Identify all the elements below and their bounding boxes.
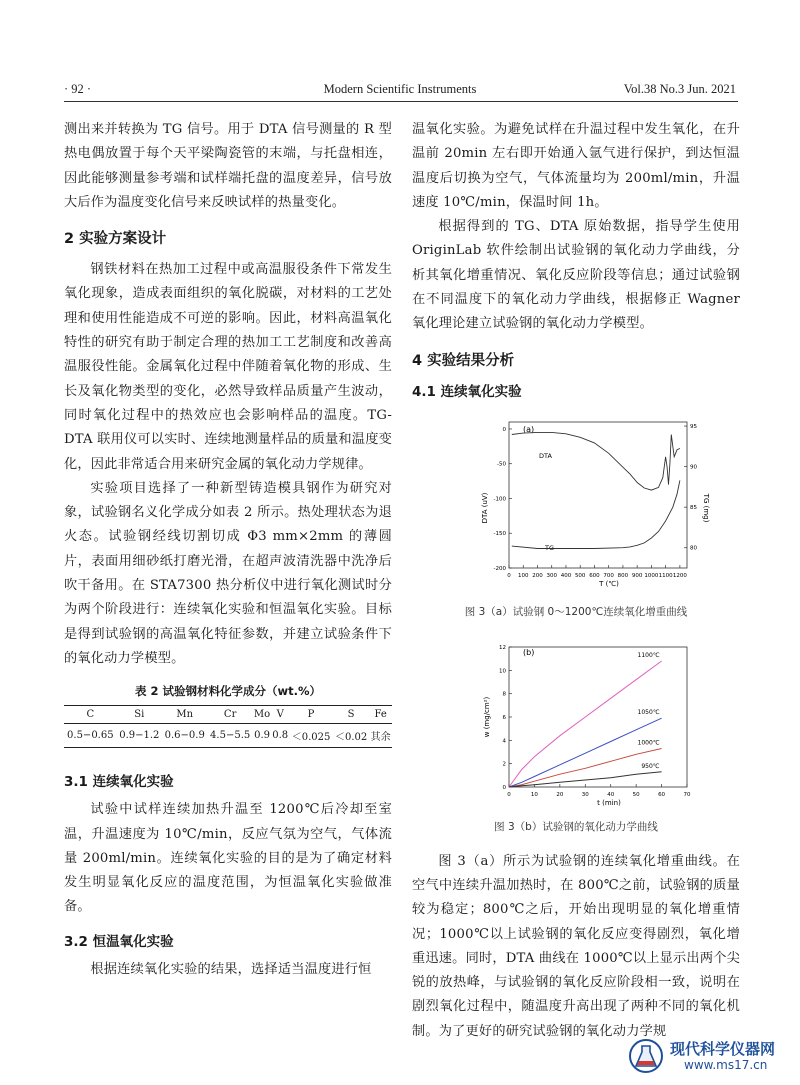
table-header: Fe bbox=[369, 706, 392, 724]
y-tick-label: -100 bbox=[493, 496, 506, 503]
paragraph: 测出来并转换为 TG 信号。用于 DTA 信号测量的 R 型热电偶放置于每个天平梁陶瓷管的末端，与托盘相连，因此能够测量参考端和试样端托盘的温度差异，信号放大后作为温度变化信号来反映试样的热量变化。 bbox=[64, 122, 392, 210]
table-header: Cr bbox=[207, 706, 252, 724]
y2-tick-label: 80 bbox=[690, 545, 697, 552]
paragraph: 根据连续氧化实验的结果，选择适当温度进行恒 bbox=[90, 961, 372, 977]
site-watermark bbox=[628, 1036, 788, 1076]
figure-3b-chart bbox=[441, 639, 711, 809]
table-header: Si bbox=[117, 706, 162, 724]
x-tick-label: 70 bbox=[683, 791, 691, 798]
y-tick-label: -150 bbox=[493, 530, 506, 537]
series-label: 1100℃ bbox=[637, 651, 660, 659]
table-cell: 其余 bbox=[369, 724, 392, 748]
left-column bbox=[64, 118, 392, 982]
subsection-heading: 3.1 连续氧化实验 bbox=[64, 774, 174, 791]
y-tick-label: 10 bbox=[499, 668, 506, 675]
x-tick-label: 300 bbox=[546, 572, 557, 579]
table-header: C bbox=[64, 706, 117, 724]
watermark-text-cn: 现代科学仪器网 bbox=[670, 1040, 776, 1058]
y-tick-label: 8 bbox=[502, 691, 506, 698]
subsection-heading: 4.1 连续氧化实验 bbox=[412, 383, 522, 400]
series-line-tg bbox=[512, 480, 680, 548]
y-tick-label: 12 bbox=[499, 644, 506, 651]
x-tick-label: 40 bbox=[607, 791, 615, 798]
y-tick-label: 6 bbox=[502, 714, 506, 721]
table-header: Mo bbox=[253, 706, 271, 724]
series-line-dta bbox=[512, 432, 680, 490]
paragraph: 根据得到的 TG、DTA 原始数据，指导学生使用 OriginLab 软件绘制出试验钢的氧化动力学曲线，分析其氧化增重情况、氧化反应阶段等信息；通过试验钢在不同温度下的氧化动力学曲线，根据修正 Wagner 氧化理论建立试验钢的氧化动力学模型。 bbox=[412, 219, 740, 332]
section-heading: 4 实验结果分析 bbox=[412, 352, 515, 369]
x-tick-label: 700 bbox=[603, 572, 614, 579]
tg-label: TG bbox=[545, 543, 555, 552]
y2-tick-label: 95 bbox=[690, 423, 697, 430]
x-tick-label: 1200 bbox=[672, 572, 687, 579]
table-caption: 表 2 试验钢材料化学成分（wt.%） bbox=[134, 684, 322, 699]
table-cell: 0.8 bbox=[271, 724, 289, 748]
journal-title: Modern Scientific Instruments bbox=[323, 82, 477, 96]
x-tick-label: 0 bbox=[507, 572, 511, 579]
figure-3a-chart bbox=[441, 412, 711, 590]
x-tick-label: 10 bbox=[530, 791, 538, 798]
x-tick-label: 600 bbox=[589, 572, 600, 579]
figure-3a bbox=[441, 412, 711, 590]
y-tick-label: 0 bbox=[502, 784, 506, 791]
subsection-heading: 3.2 恒温氧化实验 bbox=[64, 933, 174, 950]
y-tick-label: 0 bbox=[502, 426, 506, 433]
paragraph: 温氧化实验。为避免试样在升温过程中发生氧化，在升温前 20min 左右即开始通入氩气进行保护，到达恒温温度后切换为空气，气体流量均为 200ml/min，升温速度 10℃/min，保温时间 1h。 bbox=[412, 122, 740, 210]
header-rule bbox=[64, 101, 738, 102]
x-tick-label: 50 bbox=[632, 791, 640, 798]
right-column bbox=[412, 118, 740, 1044]
figure-3a-caption: 图 3（a）试验钢 0～1200℃连续氧化增重曲线 bbox=[464, 605, 688, 618]
y-axis-label-right: TG (mg) bbox=[702, 493, 710, 522]
plot-frame bbox=[509, 647, 687, 787]
table-header-row bbox=[64, 706, 392, 724]
paragraph: 钢铁材料在热加工过程中或高温服役条件下常发生氧化现象，造成表面组织的氧化脱碳，对材料的工艺处理和使用性能造成不可逆的影响。因此，材料高温氧化特性的研究有助于制定合理的热加工工艺制度和改善高温服役性能。金属氧化过程中伴随着氧化物的形成、生长及氧化物类型的变化，必然导致样品质量产生波动，同时氧化过程中的热效应也会影响样品的温度。TG-DTA 联用仪可以实时、连续地测量样品的质量和温度变化，因此非常适合用来研究金属的氧化动力学规律。 bbox=[64, 262, 392, 472]
table-header: Mn bbox=[162, 706, 207, 724]
x-tick-label: 100 bbox=[517, 572, 529, 579]
table-cell: 0.9−1.2 bbox=[117, 724, 162, 748]
y2-tick-label: 90 bbox=[690, 464, 697, 471]
x-tick-label: 400 bbox=[560, 572, 572, 579]
x-tick-label: 900 bbox=[631, 572, 643, 579]
section-heading: 2 实验方案设计 bbox=[64, 231, 167, 248]
paragraph: 图 3（a）所示为试验钢的连续氧化增重曲线。在空气中连续升温加热时，在 800℃之前，试验钢的质量较为稳定；800℃之后，开始出现明显的氧化增重情况；1000℃以上试验钢的氧化反应变得剧烈，氧化增重迅速。同时，DTA 曲线在 1000℃以上显示出两个尖锐的放热峰，与试验钢的氧化反应阶段相一致，说明在剧烈氧化过程中，随温度升高出现了两种不同的氧化机制。为了更好的研究试验钢的氧化动力学规 bbox=[412, 853, 740, 1039]
y-tick-label: -50 bbox=[497, 461, 506, 468]
paragraph: 实验项目选择了一种新型铸造模具钢作为研究对象，试验钢名义化学成分如表 2 所示。热处理状态为退火态。试验钢经线切割切成 Φ3 mm×2mm 的薄圆片，表面用细砂纸打磨光滑，在超声波清洗器中洗净后吹干备用。在 STA7300 热分析仪中进行氧化测试时分为两个阶段进行：连续氧化实验和恒温氧化实验。目标是得到试验钢的高温氧化特征参数，并建立试验条件下的氧化动力学模型。 bbox=[64, 480, 392, 666]
plot-frame bbox=[509, 422, 687, 568]
paragraph: 试验中试样连续加热升温至 1200℃后冷却至室温，升温速度为 10℃/min，反应气氛为空气，气体流量 200ml/min。连续氧化实验的目的是为了确定材料发生明显氧化反应的温度范围，为恒温氧化实验做准备。 bbox=[64, 802, 392, 915]
x-tick-label: 200 bbox=[532, 572, 543, 579]
table-cell: 0.6−0.9 bbox=[162, 724, 207, 748]
x-tick-label: 0 bbox=[507, 791, 511, 798]
figure-3b-caption: 图 3（b）试验钢的氧化动力学曲线 bbox=[494, 820, 658, 833]
x-tick-label: 20 bbox=[556, 791, 564, 798]
figure-3b bbox=[441, 639, 711, 809]
x-axis-label: t (min) bbox=[597, 798, 621, 807]
watermark-text-en: www.ms17.cn bbox=[684, 1058, 768, 1072]
table-cell: ＜0.02 bbox=[333, 724, 369, 748]
y-tick-label: -200 bbox=[493, 565, 506, 572]
series-line bbox=[509, 748, 662, 787]
x-tick-label: 30 bbox=[581, 791, 589, 798]
series-line bbox=[509, 718, 662, 787]
table-cell: 0.5−0.65 bbox=[64, 724, 117, 748]
series-label: 1050℃ bbox=[637, 708, 660, 716]
x-tick-label: 60 bbox=[658, 791, 666, 798]
x-tick-label: 1000 bbox=[644, 572, 659, 579]
series-label: 1000℃ bbox=[637, 739, 660, 747]
table-cell: 0.9 bbox=[253, 724, 271, 748]
panel-label: (a) bbox=[523, 424, 535, 434]
table-row bbox=[64, 724, 392, 748]
y-tick-label: 2 bbox=[502, 761, 506, 768]
y-axis-label-left: DTA (uV) bbox=[481, 492, 489, 524]
composition-table bbox=[64, 705, 392, 748]
x-tick-label: 800 bbox=[617, 572, 629, 579]
journal-issue: Vol.38 No.3 Jun. 2021 bbox=[623, 82, 736, 96]
y2-tick-label: 85 bbox=[690, 504, 697, 511]
x-axis-label: T (℃) bbox=[599, 579, 619, 588]
panel-label: (b) bbox=[523, 647, 535, 657]
table-header: S bbox=[333, 706, 369, 724]
y-axis-label: w (mg/cm²) bbox=[483, 696, 491, 737]
dta-label: DTA bbox=[539, 451, 552, 460]
table-cell: 4.5−5.5 bbox=[207, 724, 252, 748]
table-header: P bbox=[289, 706, 333, 724]
table-cell: ＜0.025 bbox=[289, 724, 333, 748]
page-number: · 92 · bbox=[64, 82, 92, 96]
y-tick-label: 4 bbox=[502, 738, 506, 745]
x-tick-label: 500 bbox=[574, 572, 586, 579]
x-tick-label: 1100 bbox=[658, 572, 673, 579]
series-label: 950℃ bbox=[641, 762, 660, 770]
table-header: V bbox=[271, 706, 289, 724]
flask-icon bbox=[628, 1038, 664, 1074]
